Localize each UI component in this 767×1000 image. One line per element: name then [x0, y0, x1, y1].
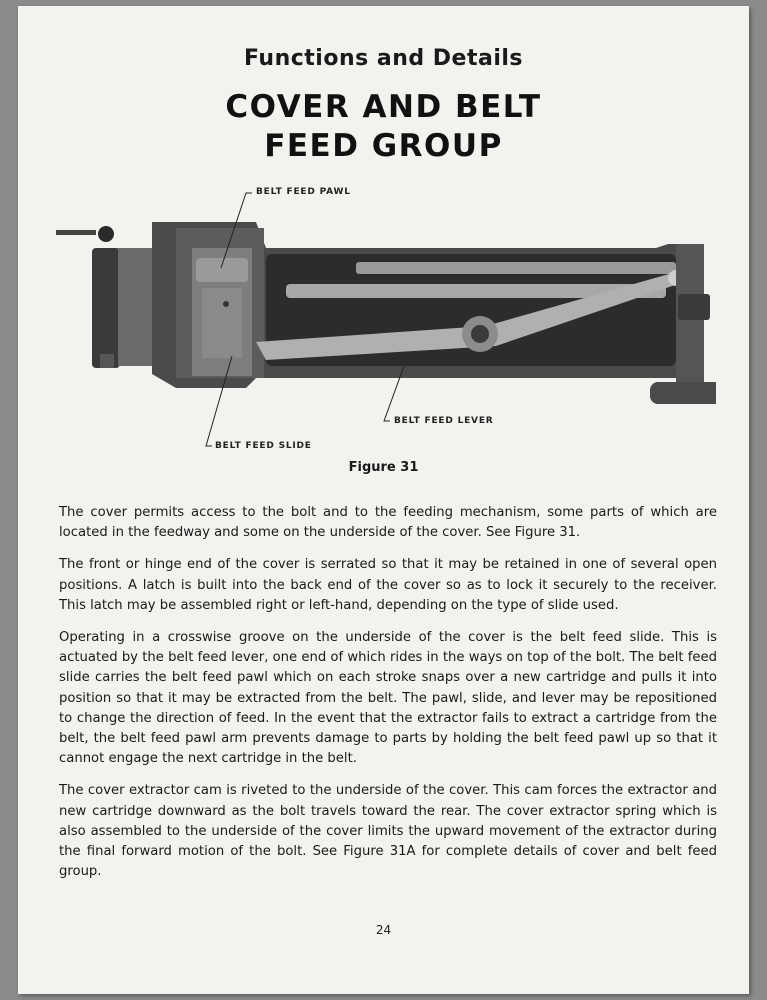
paragraph: The cover permits access to the bolt and to the feeding mechanism, some parts of which are located in the feedway and some on the underside of the cover. See Figure 31.: [59, 505, 717, 541]
upper-rail: [356, 262, 676, 274]
page-title: [18, 88, 749, 166]
paragraph: The front or hinge end of the cover is serrated so that it may be retained in one of several open positions. A latch is built into the back end of the cover so as to lock it securely to the receiver. This latch may be assembled right or left-hand, depending on the type of slide used.: [59, 557, 717, 613]
paragraph: The cover extractor cam is riveted to the underside of the cover. This cam forces the extractor and new cartridge downward as the bolt travels toward the rear. The cover extractor spring which is also assembled to the underside of the cover limits the upward movement of the extractor during the final forward motion of the bolt. See Figure 31A for complete details of cover and belt feed group.: [59, 783, 717, 880]
hinge-pin: [56, 230, 96, 235]
figure-caption: Figure 31: [348, 460, 419, 475]
document-page: [18, 6, 749, 994]
latch: [678, 294, 710, 320]
callout-belt-feed-slide: BELT FEED SLIDE: [215, 441, 312, 451]
pivot-screw: [471, 325, 489, 343]
paragraph: Operating in a crosswise groove on the underside of the cover is the belt feed slide. This is actuated by the belt feed lever, one end of which rides in the ways on top of the bolt. The belt feed slide carries the belt feed pawl which on each stroke snaps over a new cartridge and pulls it into position so that it may be extracted from the belt. The pawl, slide, and lever may be repositioned to change the direction of feed. In the event that the extractor fails to extract a cartridge from the belt, the belt feed pawl arm prevents damage to parts by holding the belt feed pawl up so that it cannot engage the next cartridge in the belt.: [59, 630, 717, 767]
body-text: [59, 503, 717, 894]
callout-belt-feed-pawl: BELT FEED PAWL: [256, 187, 351, 197]
hinge-block: [92, 248, 120, 368]
hinge-nut: [100, 354, 114, 368]
figure-31-illustration: [56, 178, 716, 458]
section-header: Functions and Details: [243, 46, 524, 71]
latch-handle: [650, 382, 716, 404]
cover-front-plate: [118, 248, 152, 366]
slide-rivet: [223, 301, 229, 307]
page-number: 24: [375, 923, 392, 937]
callout-belt-feed-lever: BELT FEED LEVER: [394, 416, 494, 426]
title-line-2: FEED GROUP: [264, 128, 503, 164]
belt-feed-pawl: [196, 258, 248, 282]
hinge-pin-head: [98, 226, 114, 242]
title-line-1: COVER AND BELT: [225, 89, 542, 125]
cover-assembly-drawing: [56, 178, 716, 458]
pawl-arm: [202, 288, 242, 358]
